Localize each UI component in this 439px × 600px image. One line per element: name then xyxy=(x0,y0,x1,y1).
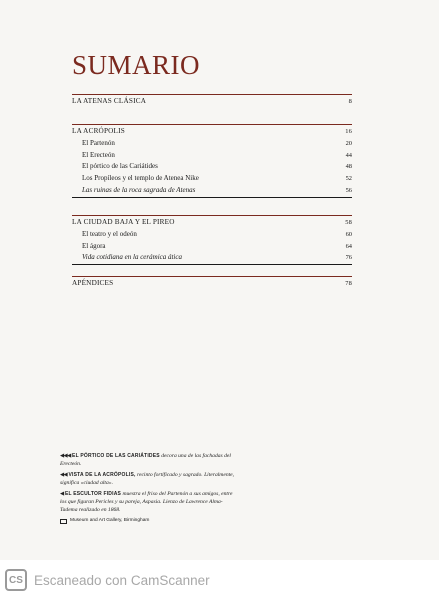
caption xyxy=(60,452,236,468)
toc-subentry[interactable] xyxy=(72,173,352,185)
toc-entry-page: 16 xyxy=(345,128,352,135)
arrow-left-icon: ◀ xyxy=(60,491,64,497)
scanner-watermark xyxy=(0,560,439,600)
toc-subentry-label: Vida cotidiana en la cerámica ática xyxy=(82,253,182,262)
toc-subentry-label: El pórtico de las Cariátides xyxy=(82,162,158,171)
toc-section-acropolis xyxy=(72,124,352,205)
toc-subentry-page: 44 xyxy=(345,151,352,159)
toc-entry[interactable] xyxy=(72,216,352,229)
photo-credit xyxy=(60,517,236,525)
camscanner-logo-icon: CS xyxy=(5,569,27,591)
toc-entry-page: 8 xyxy=(348,98,352,105)
toc-subentry-page: 20 xyxy=(345,139,352,147)
caption-lead: VISTA DE LA ACRÓPOLIS, xyxy=(68,472,136,478)
toc-entry[interactable] xyxy=(72,125,352,138)
toc-section-atenas-clasica xyxy=(72,94,352,113)
toc-entry-label: APÉNDICES xyxy=(72,279,114,287)
toc-subentry[interactable] xyxy=(72,252,352,265)
caption-text: decora una de las fachadas del Erecteón. xyxy=(60,453,231,467)
toc-section-apendices xyxy=(72,276,352,290)
toc-entry[interactable] xyxy=(72,277,352,290)
image-credit-icon xyxy=(60,519,67,524)
toc-subentry-label: El teatro y el odeón xyxy=(82,229,137,238)
toc-subentry[interactable] xyxy=(72,161,352,173)
toc-entry-label: LA CIUDAD BAJA Y EL PIREO xyxy=(72,218,175,226)
caption-text: muestra el friso del Partenón a sus amigos, entre los que figuran Pericles y su pareja, Aspasia. Lienzo de Lawrence Alma-Tadema realizado en 1868. xyxy=(60,491,233,513)
toc-entry-page: 78 xyxy=(345,280,352,287)
toc-subentry[interactable] xyxy=(72,138,352,150)
caption-lead: EL PÓRTICO DE LAS CARIÁTIDES xyxy=(72,453,160,459)
toc-subentry-page: 76 xyxy=(345,254,352,262)
table-of-contents xyxy=(72,94,352,290)
caption-lead: EL ESCULTOR FIDIAS xyxy=(64,491,122,497)
toc-subentry[interactable] xyxy=(72,185,352,198)
toc-entry-label: LA ATENAS CLÁSICA xyxy=(72,97,147,105)
caption xyxy=(60,490,236,514)
toc-entry[interactable] xyxy=(72,95,352,108)
toc-section-ciudad-baja xyxy=(72,215,352,268)
toc-subentry[interactable] xyxy=(72,241,352,253)
double-arrow-left-icon: ◀◀ xyxy=(60,472,68,478)
toc-subentry[interactable] xyxy=(72,229,352,241)
toc-subentry[interactable] xyxy=(72,150,352,162)
toc-subentry-label: El Partenón xyxy=(82,138,115,147)
toc-subentry-label: Las ruinas de la roca sagrada de Atenas xyxy=(82,185,196,194)
caption-text: recinto fortificado y sagrado. Literalmente, significa «ciudad alta». xyxy=(60,472,235,486)
toc-subentry-page: 52 xyxy=(345,175,352,183)
toc-subentry-page: 60 xyxy=(345,230,352,238)
toc-subentry-label: Los Propíleos y el templo de Atenea Nike xyxy=(82,174,199,183)
photo-credit-text: Museum and Art Gallery, Birmingham xyxy=(70,518,150,523)
triple-arrow-left-icon: ◀◀◀ xyxy=(60,453,71,459)
toc-entry-label: LA ACRÓPOLIS xyxy=(72,127,125,135)
toc-subentry-label: El ágora xyxy=(82,241,106,250)
image-captions xyxy=(60,452,236,525)
toc-subentry-page: 64 xyxy=(345,242,352,250)
toc-entry-page: 58 xyxy=(345,219,352,226)
toc-subentry-label: El Erecteón xyxy=(82,150,115,159)
watermark-text: Escaneado con CamScanner xyxy=(34,572,210,588)
toc-subentry-page: 48 xyxy=(345,163,352,171)
toc-subentry-page: 56 xyxy=(345,186,352,194)
page-title: SUMARIO xyxy=(72,50,201,80)
caption xyxy=(60,471,236,487)
